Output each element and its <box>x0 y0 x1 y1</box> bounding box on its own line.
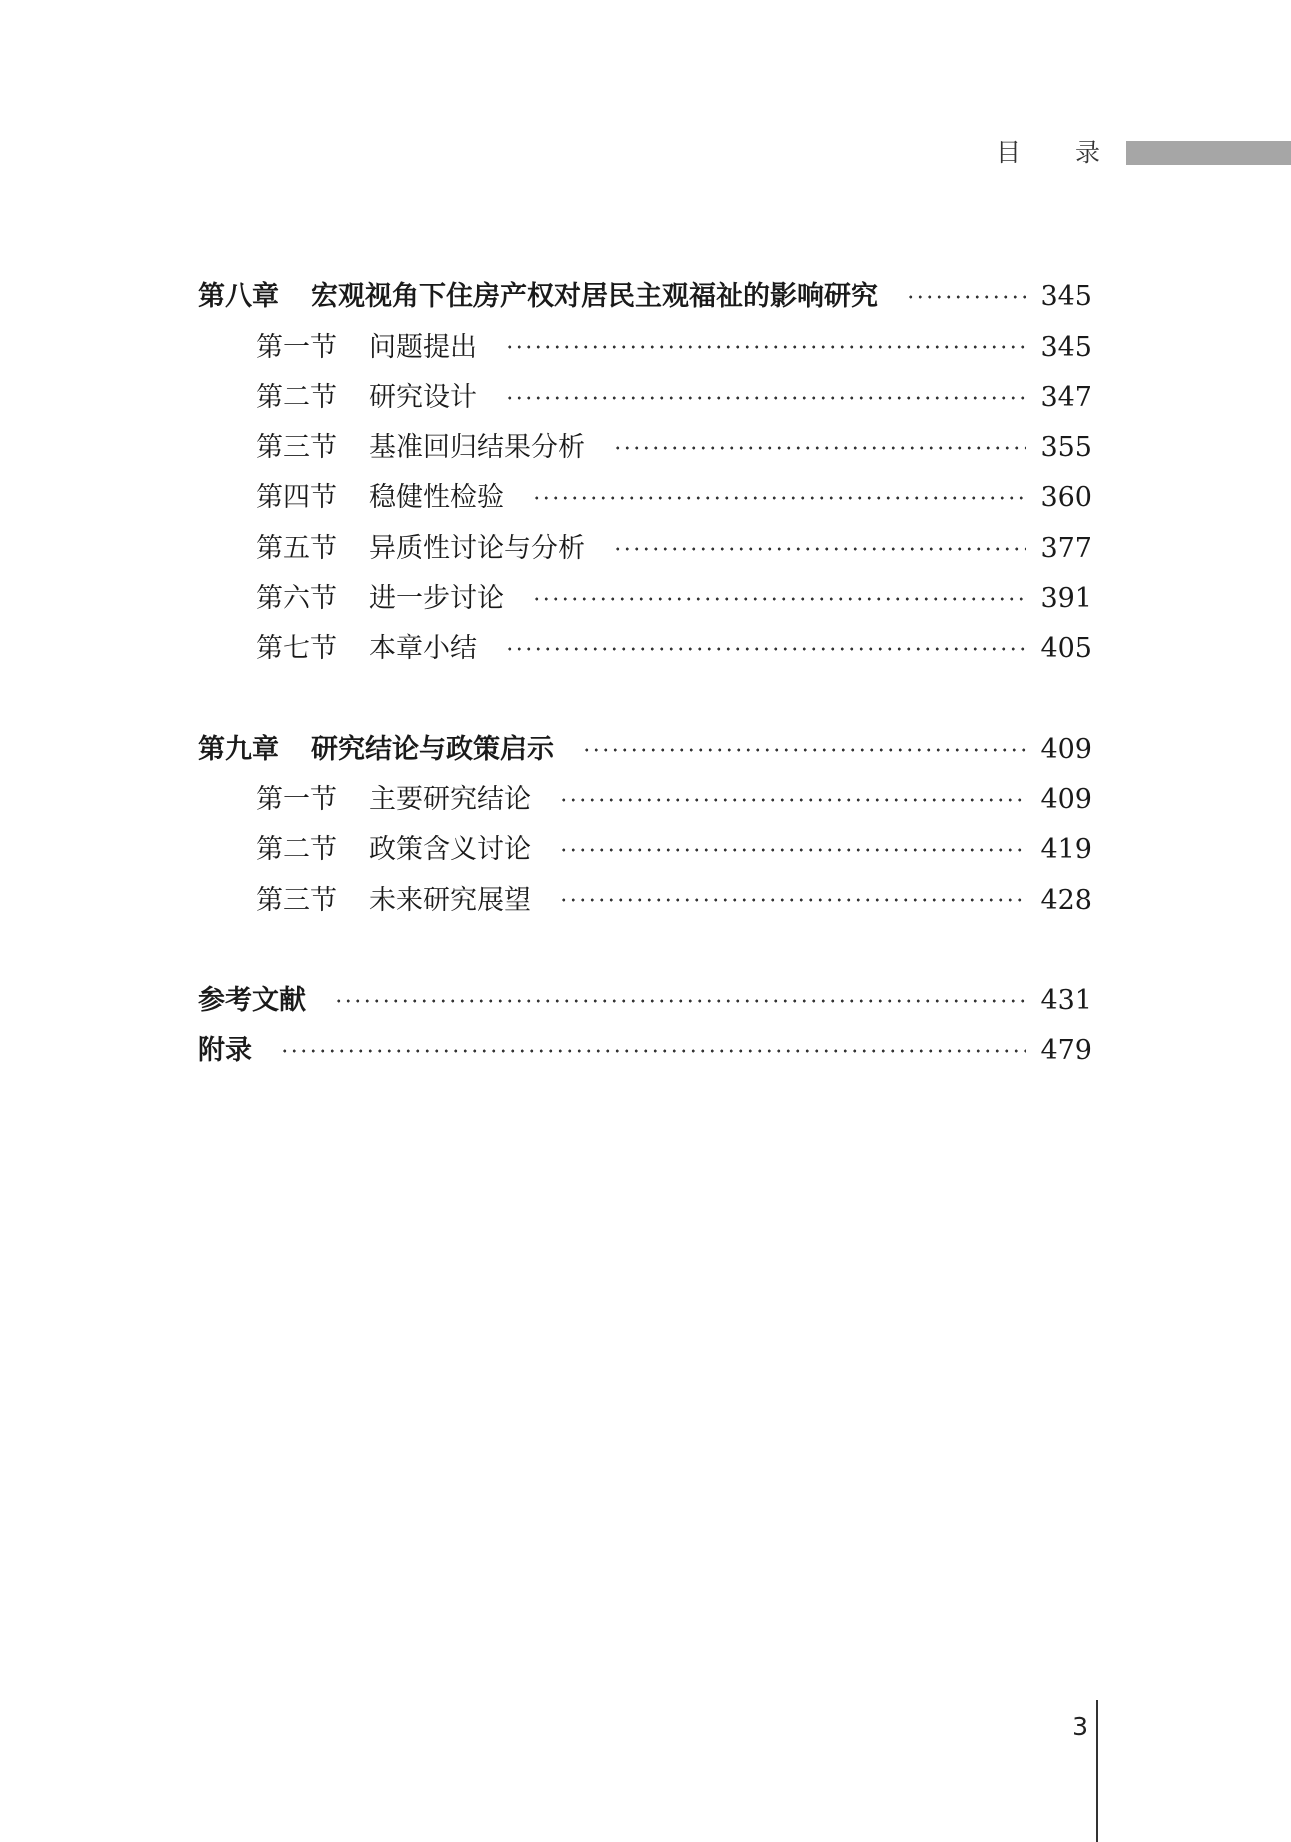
toc-chapter-group <box>198 717 1092 918</box>
page-number: 479 <box>1040 1035 1092 1067</box>
chapter-number: 第九章 <box>198 733 279 765</box>
page-folio-number: 3 <box>1072 1712 1088 1741</box>
toc-entry-label <box>256 631 477 667</box>
page-number: 355 <box>1040 432 1092 464</box>
section-number: 第一节 <box>256 331 337 363</box>
section-title: 本章小结 <box>369 633 477 665</box>
toc-section-entry[interactable] <box>198 366 1092 416</box>
section-title: 未来研究展望 <box>369 884 531 916</box>
running-header-char: 录 <box>1074 138 1100 167</box>
dot-leader <box>906 292 1026 302</box>
page-number: 345 <box>1040 281 1092 313</box>
section-number: 第四节 <box>256 482 337 514</box>
page-number: 419 <box>1040 834 1092 866</box>
section-title: 稳健性检验 <box>369 482 504 514</box>
page-number: 345 <box>1040 331 1092 363</box>
toc-entry-label <box>256 581 504 617</box>
section-number: 第二节 <box>256 381 337 413</box>
section-number: 第五节 <box>256 532 337 564</box>
page-number: 431 <box>1040 984 1092 1016</box>
section-title: 进一步讨论 <box>369 583 504 615</box>
section-number: 第一节 <box>256 783 337 815</box>
toc-entry-label <box>256 531 585 567</box>
toc-chapter-group <box>198 265 1092 667</box>
toc-section-entry[interactable] <box>198 516 1092 566</box>
toc-section-entry[interactable] <box>198 617 1092 667</box>
toc-backmatter-group <box>198 969 1092 1070</box>
dot-leader <box>559 895 1026 905</box>
toc-section-entry[interactable] <box>198 416 1092 466</box>
toc-chapter-entry[interactable] <box>198 265 1092 315</box>
section-title: 问题提出 <box>369 331 477 363</box>
table-of-contents <box>198 265 1092 1119</box>
page-number: 428 <box>1040 884 1092 916</box>
folio-vertical-rule <box>1096 1700 1098 1842</box>
dot-leader <box>559 795 1026 805</box>
toc-entry-label <box>256 883 531 919</box>
header-decor-bar <box>1126 141 1291 165</box>
dot-leader <box>559 845 1026 855</box>
dot-leader <box>505 393 1026 403</box>
toc-appendix-entry[interactable] <box>198 1019 1092 1069</box>
dot-leader <box>280 1046 1026 1056</box>
toc-chapter-entry[interactable] <box>198 717 1092 767</box>
toc-entry-label <box>256 782 531 818</box>
toc-entry-label <box>256 832 531 868</box>
toc-entry-label: 参考文献 <box>198 984 306 1016</box>
page-number: 360 <box>1040 482 1092 514</box>
section-number: 第三节 <box>256 884 337 916</box>
dot-leader <box>613 443 1026 453</box>
toc-section-entry[interactable] <box>198 768 1092 818</box>
section-number: 第三节 <box>256 432 337 464</box>
section-number: 第六节 <box>256 583 337 615</box>
dot-leader <box>505 342 1026 352</box>
toc-entry-label <box>256 380 477 416</box>
chapter-title: 研究结论与政策启示 <box>311 733 554 765</box>
running-header <box>996 136 1100 170</box>
toc-section-entry[interactable] <box>198 466 1092 516</box>
section-title: 基准回归结果分析 <box>369 432 585 464</box>
page-number: 377 <box>1040 532 1092 564</box>
section-title: 政策含义讨论 <box>369 834 531 866</box>
page-number: 391 <box>1040 583 1092 615</box>
page-number: 409 <box>1040 783 1092 815</box>
running-header-char: 目 <box>996 138 1022 167</box>
toc-references-entry[interactable] <box>198 969 1092 1019</box>
chapter-title: 宏观视角下住房产权对居民主观福祉的影响研究 <box>311 281 878 313</box>
dot-leader <box>532 594 1026 604</box>
section-number: 第七节 <box>256 633 337 665</box>
page-number: 347 <box>1040 381 1092 413</box>
page-number: 409 <box>1040 733 1092 765</box>
toc-entry-label <box>198 732 554 768</box>
toc-section-entry[interactable] <box>198 868 1092 918</box>
toc-entry-label <box>256 330 477 366</box>
toc-section-entry[interactable] <box>198 315 1092 365</box>
section-title: 主要研究结论 <box>369 783 531 815</box>
toc-entry-label <box>256 430 585 466</box>
dot-leader <box>613 544 1026 554</box>
dot-leader <box>505 644 1026 654</box>
dot-leader <box>334 996 1026 1006</box>
dot-leader <box>532 493 1026 503</box>
toc-section-entry[interactable] <box>198 567 1092 617</box>
toc-section-entry[interactable] <box>198 818 1092 868</box>
section-title: 研究设计 <box>369 381 477 413</box>
dot-leader <box>582 745 1026 755</box>
page-number: 405 <box>1040 633 1092 665</box>
toc-entry-label <box>198 279 878 315</box>
toc-entry-label <box>256 480 504 516</box>
toc-entry-label: 附录 <box>198 1035 252 1067</box>
section-number: 第二节 <box>256 834 337 866</box>
chapter-number: 第八章 <box>198 281 279 313</box>
section-title: 异质性讨论与分析 <box>369 532 585 564</box>
